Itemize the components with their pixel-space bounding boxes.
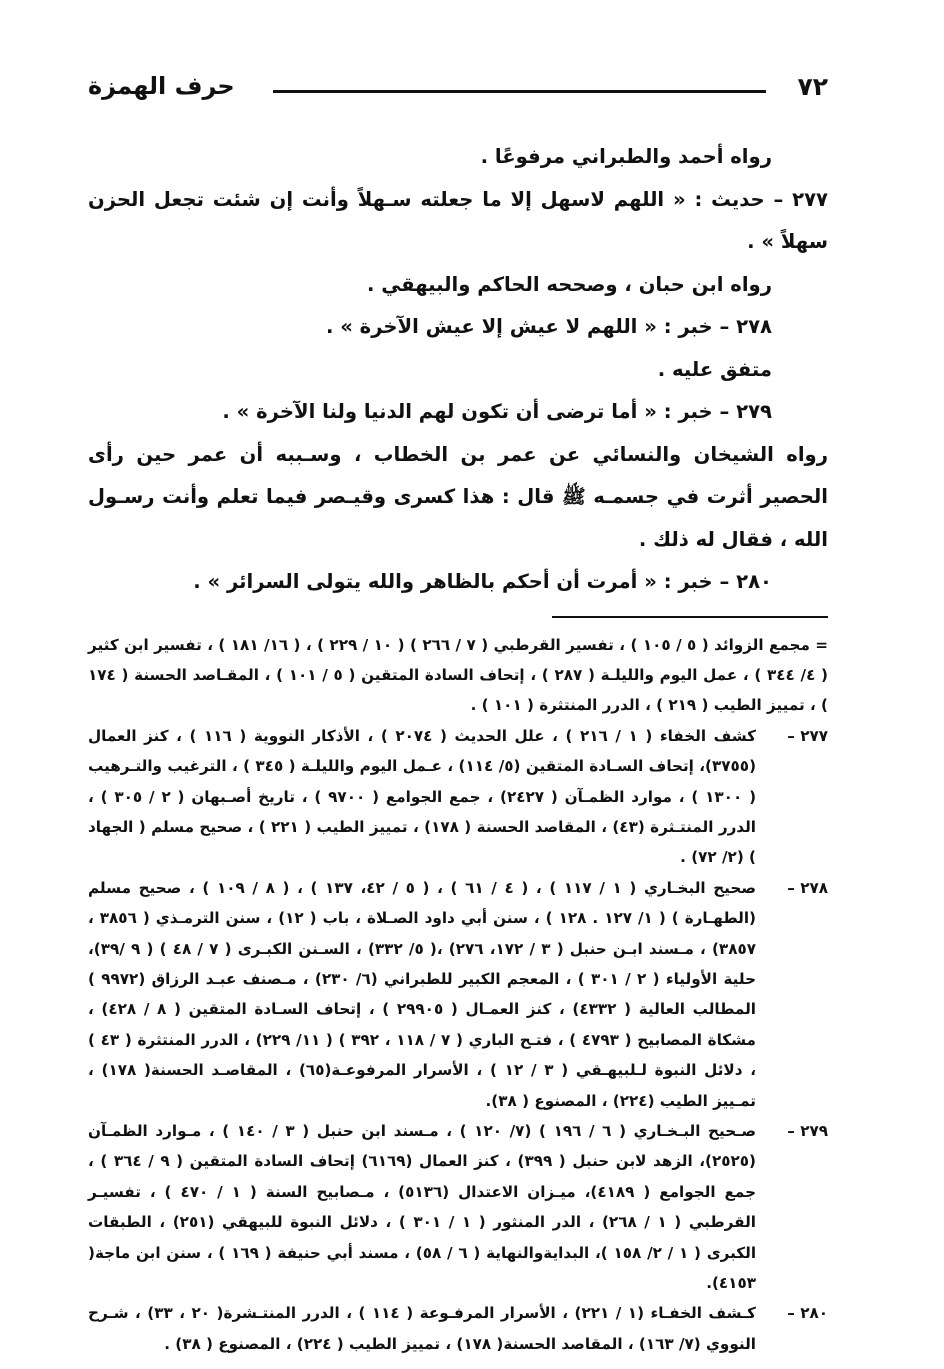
page-header <box>88 62 828 110</box>
footnote-text: كـشف الخفـاء (١ / ٢٢١) ، الأسرار المرفـوعة ( ١١٤ ) ، الدرر المنتـشرة( ٢٠ ، ٣٣) ، شـرح النووي (٧/ ١٦٣) ، المقاصد الحسنة( ١٧٨) ، تمييز الطيب ( ٢٢٤) ، المصنوع ( ٣٨) . <box>88 1304 756 1353</box>
main-paragraph: متفق عليه . <box>657 357 772 381</box>
header-rule <box>273 90 766 93</box>
footnote-text: كشف الخفاء ( ١ / ٢١٦ ) ، علل الحديث ( ٢٠٧٤ ) ، الأذكار النووية ( ١١٦ ) ، كنز العمال (٣٧٥٥)، إتحاف السـادة المتقين (٥/ ١١٤) ، عـمل اليوم والليلـة ( ٣٤٥ ) ، الترغيب والتـرهيب ( ١٣٠٠ ) ، موارد الظمـآن ( ٢٤٢٧) ، جمع الجوامع ( ٩٧٠٠ ) ، تاريخ أصـبهان ( ٢ / ٣٠٥ ) ، الدرر المنتـثرة (٤٣) ، المقاصد الحسنة ( ١٧٨) ، تمييز الطيب ( ٢٢١ ) ، صحيح مسلم ( الجهاد ) (٢/ ٧٢) . <box>88 726 757 867</box>
hadith-277: ٢٧٧ – حديث : « اللهم لاسهل إلا ما جعلته سـهلاً وأنت إن شئت تجعل الحزن سهلاً » . <box>88 187 828 253</box>
footnote-continuation <box>88 630 828 721</box>
main-text <box>88 136 828 604</box>
hadith-279: ٢٧٩ – خبر : « أما ترضى أن تكون لهم الدنيا ولنا الآخرة » . <box>222 400 772 423</box>
hadith-278: ٢٧٨ – خبر : « اللهم لا عيش إلا عيش الآخرة » . <box>325 315 772 338</box>
footnote-278 <box>88 873 828 1116</box>
footnote-number: ٢٨٠ – <box>787 1304 828 1323</box>
footnote-279 <box>88 1116 828 1298</box>
running-title: حرف الهمزة <box>88 72 235 100</box>
page-number: ٧٢ <box>797 72 828 101</box>
footnote-280 <box>88 1298 828 1359</box>
footnotes <box>88 630 828 1360</box>
footnote-number: ٢٧٨ – <box>787 878 828 897</box>
footnote-number: ٢٧٧ – <box>787 726 828 745</box>
main-paragraph: رواه ابن حبان ، وصححه الحاكم والبيهقي . <box>367 272 772 296</box>
footnote-277 <box>88 721 828 873</box>
footnote-number: ٢٧٩ – <box>787 1122 828 1140</box>
main-paragraph: رواه الشيخان والنسائي عن عمر بن الخطاب ، وسـببه أن عمر حين رأى الحصير أثرت في جسمـه ﷺ قال : هذا كسرى وقيـصر فيما تعلم وأنت رسـول الله ، فقال له ذلك . <box>88 442 828 551</box>
main-paragraph: رواه أحمد والطبراني مرفوعًا . <box>480 145 772 168</box>
footnote-text: = مجمع الزوائد ( ٥ / ١٠٥ ) ، تفسير القرطبي ( ٧ / ٢٦٦ ) ( ١٠ / ٢٢٩ ) ، ( ١٦/ ١٨١ ) ، تفسير ابن كثير ( ٤/ ٣٤٤ ) ، عمل اليوم والليلـة ( ٢٨٧ ) ، إتحاف السادة المتقين ( ٥ / ١٠١ ) ، المقـاصد الحسنة ( ١٧٤ ) ، تمييز الطيب ( ٢١٩ ) ، الدرر المنتثرة ( ١٠١ ) . <box>88 635 829 715</box>
footnote-separator <box>552 616 828 618</box>
footnote-text: صحيح البخـاري ( ١ / ١١٧ ) ، ( ٤ / ٦١ ) ، ( ٥ / ٤٢، ١٣٧ ) ، ( ٨ / ١٠٩ ) ، صحيح مسلم (الطهـارة ) ( ١/ ١٢٧ . ١٢٨ ) ، سنن أبي داود الصـلاة ، باب ( ١٢) ، سنن الترمـذي ( ٣٨٥٦ ، ٣٨٥٧) ، مـسند ابـن حنبل ( ٣ / ١٧٢، ٢٧٦) ،( ٥/ ٣٣٢) ، السـنن الكبـرى ( ٧ / ٤٨ ) ( ٩ /٣٩)، حلية الأولياء ( ٢ / ٣٠١ ) ، المعجم الكبير للطبراني (٦/ ٢٣٠) ، مـصنف عبـد الرزاق (٩٩٧٢ ) المطالب العالية ( ٤٣٣٢) ، كنز العمـال ( ٢٩٩٠٥ ) ، إتحاف السـادة المتقين ( ٨ / ٤٢٨) ، مشكاة المصابيح ( ٤٧٩٣ ) ، فتـح الباري ( ٧ / ١١٨ ، ٣٩٢ ) ( ١١/ ٢٢٩) ، الدرر المنتثرة ( ٤٣ ) ، دلائل النبوة لـلبيهـقي ( ٣ / ١٢ ) ، الأسرار المرفوعـة(٦٥) ، المقاصـد الحسنة( ١٧٨) ، تمـييز الطيب (٢٢٤) ، المصنوع ( ٣٨). <box>88 878 757 1110</box>
footnote-text: صـحيح البـخـاري ( ٦ / ١٩٦ ) (٧/ ١٢٠ ) ، مـسند ابن حنبل ( ٣ / ١٤٠ ) ، مـوارد الظمـآن (٢٥٢٥)، الزهد لابن حنبل ( ٣٩٩) ، كنز العمال (٦١٦٩) إتحاف السادة المتقين ( ٩ / ٣٦٤ ) ، جمع الجوامع ( ٤١٨٩)، ميـزان الاعتدال (٥١٣٦) ، مـصابيح السنة ( ١ / ٤٧٠ ) ، تفسيـر القرطبي ( ١ / ٢٦٨) ، الدر المنثور ( ١ / ٣٠١ ) ، دلائل النبوة للبيهقي (٢٥١) ، الطبقات الكبرى ( ١ / ٢/ ١٥٨ )، البدايةوالنهاية ( ٦ / ٥٨) ، مسند أبي حنيفة ( ١٦٩ ) ، سنن ابن ماجة( ٤١٥٣). <box>88 1122 757 1293</box>
book-page <box>88 62 828 1359</box>
hadith-280: ٢٨٠ – خبر : « أمرت أن أحكم بالظاهر والله يتولى السرائر » . <box>193 570 772 593</box>
